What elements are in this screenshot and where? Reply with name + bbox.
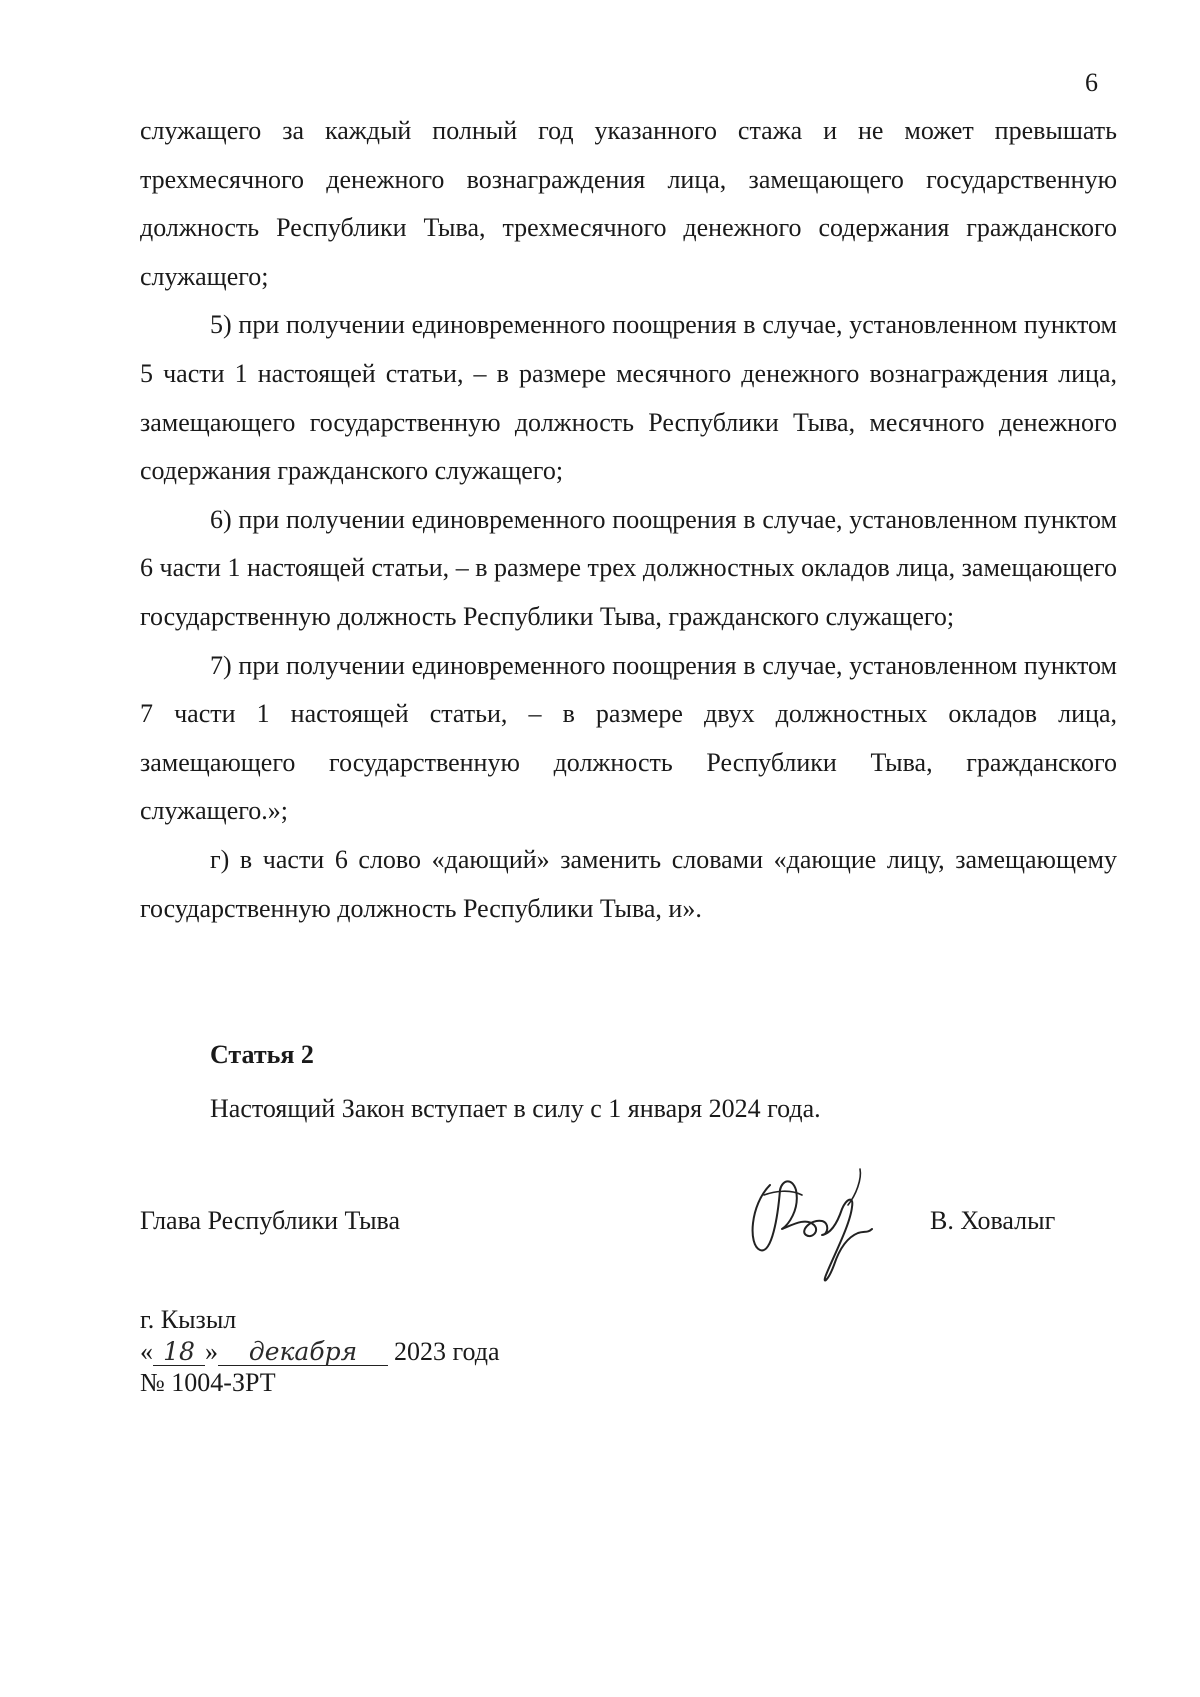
paragraph-item-5: 5) при получении единовременного поощрения в случае, установленном пунктом 5 части 1 настоящей статьи, – в размере месячного денежного вознаграждения лица, замещающего государственную должность Республики Тыва, месячного денежного содержания гражданского служащего; [140,310,1117,486]
date-quote-open: « [140,1337,153,1366]
paragraph-continuation: служащего за каждый полный год указанного стажа и не может превышать трехмесячного денежного вознаграждения лица, замещающего государственную должность Республики Тыва, трехмесячного денежного содержания гражданского служащего; [140,116,1117,291]
law-number: № 1004-ЗРТ [140,1368,276,1397]
article-heading: Статья 2 [210,1040,314,1069]
signing-date [140,1337,500,1367]
date-day: 18 [153,1337,205,1366]
date-year: 2023 года [394,1337,500,1366]
paragraph-item-g: г) в части 6 слово «дающий» заменить словами «дающие лицу, замещающему государственную должность Республики Тыва, и». [140,844,1117,923]
date-quote-close: » [205,1337,218,1366]
paragraph-item-6: 6) при получении единовременного поощрения в случае, установленном пунктом 6 части 1 настоящей статьи, – в размере трех должностных окладов лица, замещающего государственную должность Республики Тыва, гражданского служащего; [140,504,1117,631]
signatory-title: Глава Республики Тыва [140,1206,401,1235]
date-month: декабря [218,1337,388,1366]
handwritten-signature [730,1155,890,1290]
place-of-signing: г. Кызыл [140,1305,237,1334]
paragraph-item-7: 7) при получении единовременного поощрения в случае, установленном пунктом 7 части 1 настоящей статьи, – в размере двух должностных окладов лица, замещающего государственную должность Республики Тыва, гражданского служащего.»; [140,650,1117,826]
document-body [140,107,1117,933]
page-number: 6 [1085,68,1098,97]
article-text: Настоящий Закон вступает в силу с 1 января 2024 года. [210,1094,821,1123]
signatory-name: В. Ховалыг [930,1206,1056,1235]
